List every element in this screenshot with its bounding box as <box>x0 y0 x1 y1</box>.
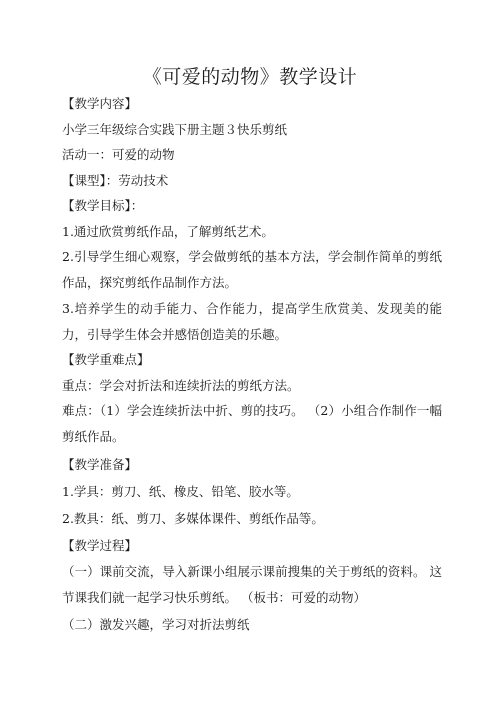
process-step-1: （一）课前交流，导入新课小组展示课前搜集的关于剪纸的资料。 这节课我们就一起学习快乐剪纸。 （板书：可爱的动物） <box>62 564 442 605</box>
goal-item-2: 2.引导学生细心观察，学会做剪纸的基本方法，学会制作简单的剪纸作品，探究剪纸作品制作方法。 <box>62 249 442 290</box>
section-heading-key-points: 【教学重难点】 <box>62 352 150 367</box>
content-line-activity: 活动一：可爱的动物 <box>62 147 175 162</box>
prep-item-student-tools: 1.学具：剪刀、纸、橡皮、铅笔、胶水等。 <box>62 484 299 499</box>
difficulty-line: 难点：（1）学会连续折法中折、剪的技巧。 （2）小组合作制作一幅剪纸作品。 <box>62 403 442 444</box>
section-heading-process: 【教学过程】 <box>62 538 138 553</box>
key-point-line: 重点：学会对折法和连续折法的剪纸方法。 <box>62 378 300 393</box>
content-line-course: 小学三年级综合实践下册主题３快乐剪纸 <box>62 122 288 137</box>
document-title: 《可爱的动物》教学设计 <box>142 66 358 88</box>
section-heading-content: 【教学内容】 <box>62 96 138 111</box>
lesson-type-line: 【课型】：劳动技术 <box>62 173 169 188</box>
goal-item-1: 1.通过欣赏剪纸作品，了解剪纸艺术。 <box>62 224 274 239</box>
process-step-2: （二）激发兴趣，学习对折法剪纸 <box>62 617 250 632</box>
goal-item-3: 3.培养学生的动手能力、合作能力，提高学生欣赏美、发现美的能力，引导学生体会并感悟创造美的乐趣。 <box>62 301 442 342</box>
section-heading-goals: 【教学目标】： <box>62 198 144 213</box>
section-heading-preparation: 【教学准备】 <box>62 457 138 472</box>
prep-item-teacher-tools: 2.教具：纸、剪刀、多媒体课件、剪纸作品等。 <box>62 511 324 526</box>
